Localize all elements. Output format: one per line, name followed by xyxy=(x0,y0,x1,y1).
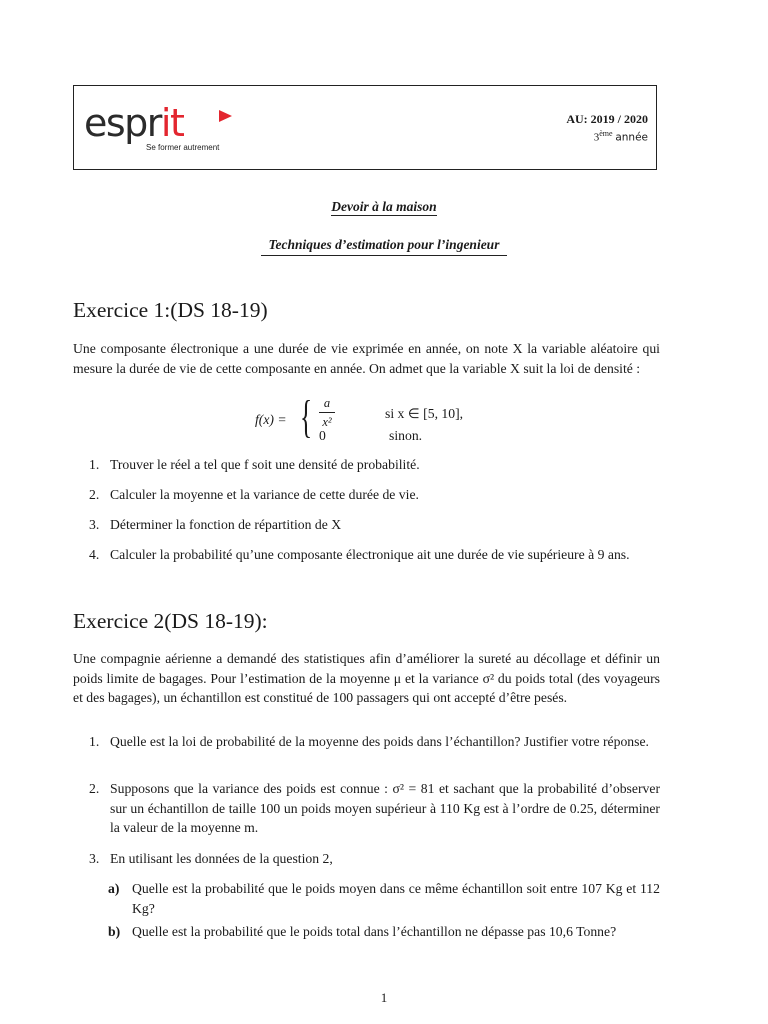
question-text: En utilisant les données de la question 2, xyxy=(110,851,333,866)
fraction-bar xyxy=(319,412,335,413)
question-number: 3. xyxy=(89,517,100,532)
formula-zero: 0 xyxy=(319,428,326,443)
subquestion-text: Quelle est la probabilité que le poids moyen dans ce même échantillon soit entre 107 Kg et 112 Kg? xyxy=(132,881,660,916)
exercise1-intro: Une composante électronique a une durée de vie exprimée en année, on note X la variable aléatoire qui mesure la durée de vie de cette composante en année. On admet que la variable X suit la loi de densité : xyxy=(73,341,660,376)
question-number: 4. xyxy=(89,547,100,562)
subject-title: Techniques d’estimation pour l’ingenieur xyxy=(0,237,768,253)
question-number: 2. xyxy=(89,487,100,502)
question-text: Supposons que la variance des poids est connue : σ² = 81 et sachant que la probabilité d’observer sur un échantillon de taille 100 un poids moyen supérieur à 110 Kg est à l’ordre de 0.25, déterminer la valeur de la moyenne m. xyxy=(110,781,660,835)
subquestion-label: b) xyxy=(108,924,121,939)
subquestion-label: a) xyxy=(108,881,120,896)
question-text: Quelle est la loi de probabilité de la moyenne des poids dans l’échantillon? Justifier votre réponse. xyxy=(110,734,649,749)
page-number: 1 xyxy=(380,990,388,1005)
exercise2-title: Exercice 2(DS 18-19): xyxy=(73,609,268,633)
question-number: 3. xyxy=(89,851,100,866)
formula-condition: si x ∈ [5, 10], xyxy=(385,406,464,421)
academic-year-block xyxy=(566,112,648,144)
class-year-number: 3 xyxy=(593,131,600,144)
question-text: Calculer la probabilité qu’une composante électronique ait une durée de vie supérieure à 9 ans. xyxy=(110,547,630,562)
exercise1-title: Exercice 1:(DS 18-19) xyxy=(73,298,268,322)
question-text: Trouver le réel a tel que f soit une densité de probabilité. xyxy=(110,457,420,472)
logo-tagline: Se former autrement xyxy=(146,143,220,152)
logo-suffix: it xyxy=(160,101,184,145)
class-year-word: année xyxy=(615,131,648,144)
question-text: Calculer la moyenne et la variance de cette durée de vie. xyxy=(110,487,419,502)
exercise2-intro: Une compagnie aérienne a demandé des statistiques afin d’améliorer la sureté au décollage et définir un poids limite de bagages. Pour l’estimation de la moyenne μ et la variance σ² du poids total (des voyageurs et des bagages), un échantillon est constitué de 100 passagers qui ont accepté d’être pesés. xyxy=(73,651,660,705)
subquestion-text: Quelle est la probabilité que le poids total dans l’échantillon ne dépasse pas 10,6 Tonne? xyxy=(132,924,617,939)
flag-icon xyxy=(219,110,232,122)
question-number: 1. xyxy=(89,734,100,749)
formula-lhs: f(x) = xyxy=(255,412,287,427)
logo-wordmark xyxy=(84,101,184,145)
logo-prefix: espr xyxy=(84,101,161,145)
formula-fraction xyxy=(319,396,335,429)
academic-year: AU: 2019 / 2020 xyxy=(566,112,648,126)
question-number: 2. xyxy=(89,781,100,796)
esprit-logo xyxy=(84,101,244,156)
question-number: 1. xyxy=(89,457,100,472)
class-year-sup: ème xyxy=(599,129,613,138)
class-year xyxy=(566,129,648,144)
fraction-numerator: a xyxy=(323,396,331,410)
header-box xyxy=(73,85,657,170)
question-text: Déterminer la fonction de répartition de X xyxy=(110,517,342,532)
formula-otherwise: sinon. xyxy=(389,428,423,443)
density-formula xyxy=(255,391,515,446)
brace-icon: { xyxy=(300,391,313,442)
fraction-denominator: x² xyxy=(322,415,332,429)
document-title: Devoir à la maison xyxy=(331,199,437,214)
